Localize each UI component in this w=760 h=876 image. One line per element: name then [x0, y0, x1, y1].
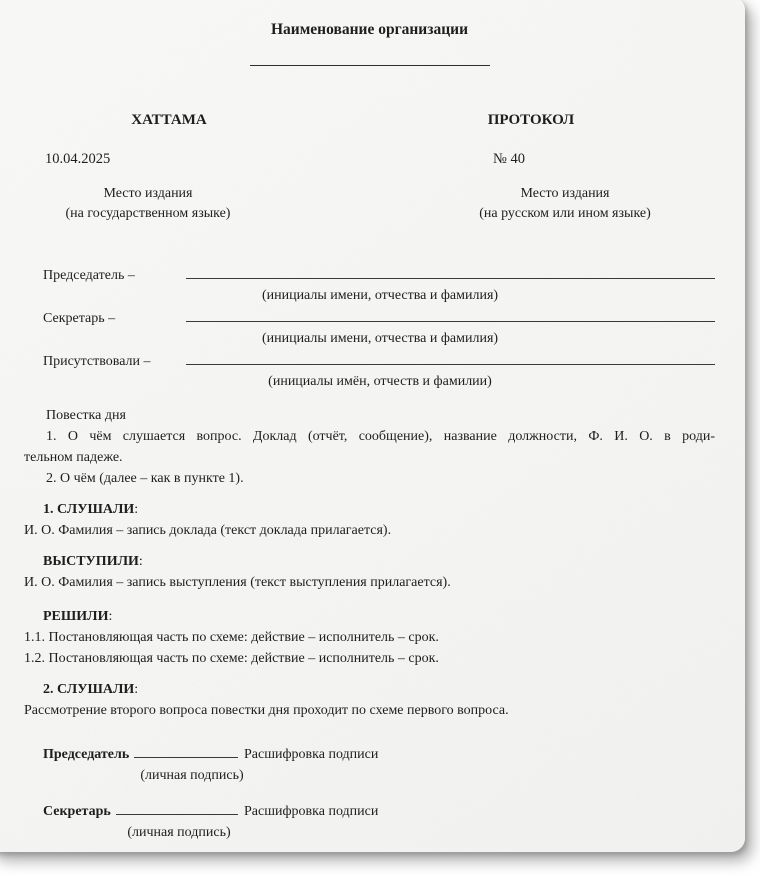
place-line-1: Место издания: [520, 186, 610, 201]
signature-row: [24, 799, 715, 822]
place-line-2: (на государственном языке): [65, 206, 231, 221]
doc-type-russian: ПРОТОКОЛ: [487, 112, 575, 128]
secretary-hint: (инициалы имени, отчества и фамилия): [261, 331, 499, 346]
signature-row: [24, 742, 715, 765]
heading-text: 2. СЛУШАЛИ: [43, 682, 135, 697]
org-name-blank-line: [250, 65, 490, 66]
doc-number: № 40: [493, 151, 525, 167]
document-header: [24, 110, 715, 224]
signatures-block: [24, 742, 715, 843]
secretary-label: Секретарь –: [43, 311, 116, 326]
agenda-item-1-line-2: тельном падеже.: [24, 450, 123, 465]
attendees-row: [24, 349, 715, 372]
heading-text: ВЫСТУПИЛИ: [43, 554, 139, 569]
section-heading: [24, 606, 715, 627]
chairman-label: Председатель –: [43, 268, 135, 283]
signature-label: Председатель: [43, 747, 130, 762]
attendees-blank-line: [186, 349, 715, 365]
heading-text: РЕШИЛИ: [43, 609, 109, 624]
participants-block: [24, 263, 715, 392]
secretary-blank-line: [186, 306, 715, 322]
agenda-item-2: 2. О чём (далее – как в пункте 1).: [46, 471, 244, 486]
agenda-block: [24, 405, 715, 489]
chairman-hint: (инициалы имени, отчества и фамилия): [261, 288, 499, 303]
section-heard-2: [24, 679, 715, 721]
place-of-issue-russian: [435, 184, 715, 224]
heading-colon: :: [134, 502, 139, 517]
organization-name-title: Наименование организации: [271, 21, 468, 38]
agenda-item-1-line-1: 1. О чём слушается вопрос. Доклад (отчёт, сообщение), название должности, Ф. И. О. в роди-: [46, 429, 715, 444]
header-right-column: [435, 110, 715, 224]
header-left-column: [24, 110, 304, 224]
agenda-title: Повестка дня: [46, 408, 126, 423]
doc-type-kazakh: ХАТТАМА: [131, 112, 207, 128]
place-line-2: (на русском или ином языке): [479, 206, 651, 221]
resolution-item-1: 1.1. Постановляющая часть по схеме: действие – исполнитель – срок.: [24, 630, 439, 645]
attendees-hint: (инициалы имён, отчеств и фамилии): [268, 374, 492, 389]
personal-signature-hint: (личная подпись): [127, 825, 231, 840]
section-body: Рассмотрение второго вопроса повестки дня проходит по схеме первого вопроса.: [24, 703, 509, 718]
doc-date: 10.04.2025: [45, 151, 111, 167]
heading-colon: :: [134, 682, 139, 697]
place-line-1: Место издания: [103, 186, 193, 201]
signature-blank-line: [116, 799, 238, 815]
heading-colon: :: [108, 609, 113, 624]
place-of-issue-kazakh: [24, 184, 304, 224]
section-body: И. О. Фамилия – запись выступления (текст выступления прилагается).: [24, 575, 451, 590]
section-resolved: [24, 606, 715, 669]
attendees-label: Присутствовали –: [43, 354, 151, 369]
signature-left: [43, 799, 238, 822]
chairman-signature: [24, 742, 715, 786]
section-heading: [24, 679, 715, 700]
secretary-row: [24, 306, 715, 329]
section-heard-1: [24, 499, 715, 541]
chairman-blank-line: [186, 263, 715, 279]
section-body: И. О. Фамилия – запись доклада (текст доклада прилагается).: [24, 523, 392, 538]
chairman-row: [24, 263, 715, 286]
heading-colon: :: [138, 554, 143, 569]
section-heading: [24, 499, 715, 520]
heading-text: 1. СЛУШАЛИ: [43, 502, 135, 517]
resolution-item-2: 1.2. Постановляющая часть по схеме: действие – исполнитель – срок.: [24, 651, 439, 666]
signature-blank-line: [134, 742, 238, 758]
signature-transcript: Расшифровка подписи: [244, 804, 379, 819]
signature-left: [43, 742, 238, 765]
signature-transcript: Расшифровка подписи: [244, 747, 379, 762]
signature-label: Секретарь: [43, 804, 111, 819]
section-heading: [24, 551, 715, 572]
section-spoke: [24, 551, 715, 593]
secretary-signature: [24, 799, 715, 843]
personal-signature-hint: (личная подпись): [140, 768, 244, 783]
